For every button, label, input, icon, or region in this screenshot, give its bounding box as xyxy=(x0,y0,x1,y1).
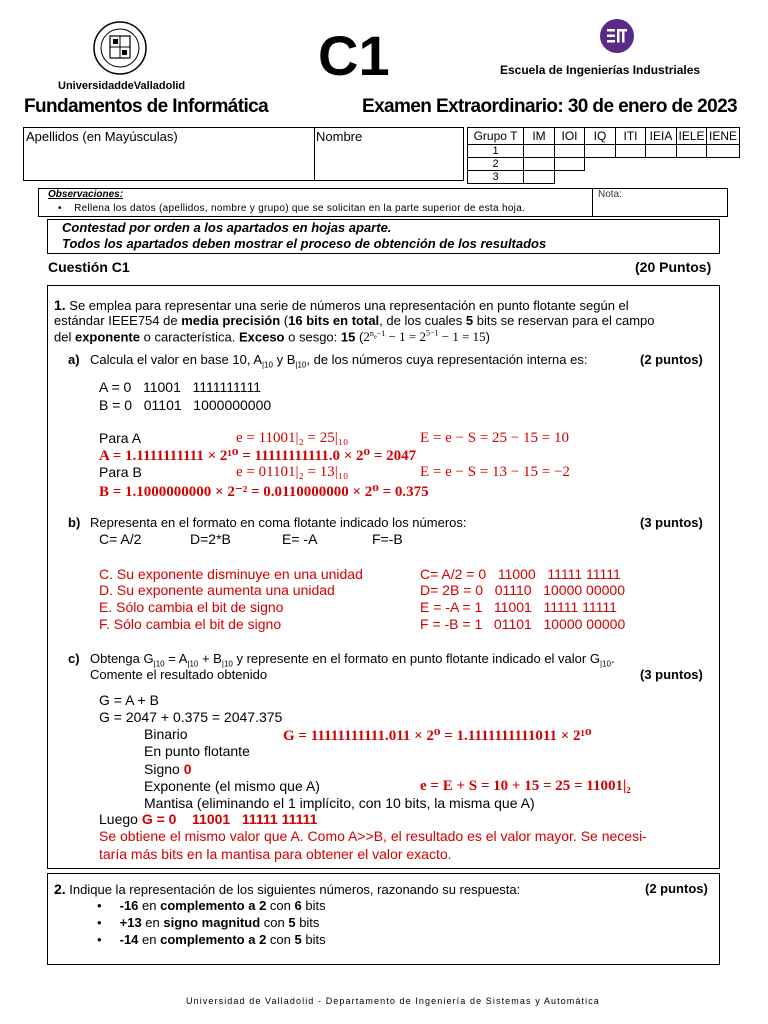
value-c: C= A/2 = 0 11000 11111 11111 xyxy=(420,566,621,582)
group-header: IQ xyxy=(585,128,616,145)
q1-intro-line-2: estándar IEEE754 de media precisión (16 bits en total, de los cuales 5 bits se reservan para el campo xyxy=(54,313,655,328)
q2-points: (2 puntos) xyxy=(645,881,708,896)
exponent-a-calc: e = 11001|₂ = 25|₁₀ xyxy=(236,430,349,446)
part-c-label: c) xyxy=(68,651,80,666)
group-checkbox[interactable] xyxy=(646,145,677,158)
course-title: Fundamentos de Informática xyxy=(24,96,269,117)
bias-b-calc: E = e − S = 13 − 15 = −2 xyxy=(420,464,570,480)
sum-line-1: G = A + B xyxy=(99,692,159,708)
q2-item-3: • -14 en complemento a 2 con 5 bits xyxy=(97,932,326,947)
part-b-text: Representa en el formato en coma flotante indicado los números: xyxy=(90,515,467,530)
value-a-calc: A = 1.1111111111 × 2¹⁰ = 11111111111.0 × 2⁰ = 2047 xyxy=(99,448,417,464)
value-f: F = -B = 1 01101 10000 00000 xyxy=(420,616,626,632)
group-checkbox[interactable] xyxy=(555,145,585,158)
group-header: IOI xyxy=(555,128,585,145)
q2-item-1: • -16 en complemento a 2 con 6 bits xyxy=(97,898,326,913)
q2-item-2: • +13 en signo magnitud con 5 bits xyxy=(97,915,320,930)
sign-label: Signo 0 xyxy=(144,761,192,777)
group-checkbox[interactable] xyxy=(524,158,555,171)
explanation-d: D. Su exponente aumenta una unidad xyxy=(99,582,335,598)
group-header: ITI xyxy=(616,128,646,145)
group-checkbox[interactable] xyxy=(677,145,707,158)
result-line: Luego G = 0 11001 11111 11111 xyxy=(99,811,318,827)
repr-b: B = 0 01101 1000000000 xyxy=(99,397,272,413)
q1-intro-line-1: 1. Se emplea para representar una serie de números una representación en punto flotante según el xyxy=(54,297,629,313)
binary-calc: G = 11111111111.011 × 2⁰ = 1.1111111111011 × 2¹⁰ xyxy=(283,728,592,744)
sum-line-2: G = 2047 + 0.375 = 2047.375 xyxy=(99,709,283,725)
exponent-b-calc: e = 01101|₂ = 13|₁₀ xyxy=(236,464,349,480)
explanation-e: E. Sólo cambia el bit de signo xyxy=(99,599,284,615)
exam-title: Examen Extraordinario: 30 de enero de 2023 xyxy=(362,96,738,117)
group-header: Grupo T xyxy=(468,128,524,145)
explanation-f: F. Sólo cambia el bit de signo xyxy=(99,616,282,632)
binary-label: Binario xyxy=(144,726,188,742)
group-row-number: 2 xyxy=(468,158,524,171)
group-header: IEIA xyxy=(646,128,677,145)
group-row-number: 3 xyxy=(468,171,524,184)
group-header: IM xyxy=(524,128,555,145)
operation-c: C= A/2 xyxy=(99,531,142,547)
university-name: UniversidaddeValladolid xyxy=(58,80,186,92)
group-row-number: 1 xyxy=(468,145,524,158)
group-checkbox[interactable] xyxy=(585,145,616,158)
name-label: Nombre xyxy=(316,129,363,144)
operation-f: F=-B xyxy=(372,531,403,547)
observations-title: Observaciones: xyxy=(48,189,124,200)
group-header: IELE xyxy=(678,129,705,143)
explanation-c: C. Su exponente disminuye en una unidad xyxy=(99,566,363,582)
group-table xyxy=(467,127,740,184)
bias-a-calc: E = e − S = 25 − 15 = 10 xyxy=(420,430,569,446)
exponent-label: Exponente (el mismo que A) xyxy=(144,778,320,794)
part-c-text-2: Comente el resultado obtenido xyxy=(90,667,268,682)
question-title: Cuestión C1 xyxy=(48,259,130,275)
part-b-label: b) xyxy=(68,515,81,530)
school-name: Escuela de Ingenierías Industriales xyxy=(500,63,701,77)
part-a-points: (2 puntos) xyxy=(640,352,703,367)
page-footer: Universidad de Valladolid - Departamento de Ingeniería de Sistemas y Automática xyxy=(186,996,600,1006)
value-b-calc: B = 1.1000000000 × 2⁻² = 0.0110000000 × 2⁰ = 0.375 xyxy=(99,484,429,500)
instruction-line-2: Todos los apartados deben mostrar el proceso de obtención de los resultados xyxy=(62,236,547,251)
repr-a: A = 0 11001 1111111111 xyxy=(99,379,262,395)
para-a-label: Para A xyxy=(99,430,142,446)
part-a-text: Calcula el valor en base 10, $A_{|10}$ y $B_{|10}$, de los números cuya representación interna es: xyxy=(90,352,588,370)
group-checkbox[interactable] xyxy=(616,145,646,158)
para-b-label: Para B xyxy=(99,464,142,480)
question-points: (20 Puntos) xyxy=(635,259,712,275)
operation-e: E= -A xyxy=(282,531,318,547)
floating-label: En punto flotante xyxy=(144,743,250,759)
operation-d: D=2*B xyxy=(190,531,231,547)
comment-line-1: Se obtiene el mismo valor que A. Como A>>B, el resultado es el valor mayor. Se necesi- xyxy=(99,828,647,844)
value-e: E = -A = 1 11001 11111 11111 xyxy=(420,599,617,615)
part-a-label: a) xyxy=(68,352,80,367)
value-d: D= 2B = 0 01110 10000 00000 xyxy=(420,582,625,598)
school-logo xyxy=(597,18,637,54)
q2-intro: 2. Indique la representación de los siguientes números, razonando su respuesta: xyxy=(54,881,521,897)
group-checkbox[interactable] xyxy=(555,158,585,171)
group-checkbox[interactable] xyxy=(707,145,740,158)
university-seal xyxy=(88,20,152,78)
surnames-label: Apellidos (en Mayúsculas) xyxy=(26,129,178,144)
group-checkbox[interactable] xyxy=(524,145,555,158)
part-c-text: Obtenga $G_{|10} = A_{|10} + B_{|10}$ y represente en el formato en punto flotante indicado el valor $G_{|10}$. xyxy=(90,651,615,669)
instruction-line-1: Contestad por orden a los apartados en hojas aparte. xyxy=(62,220,392,235)
exam-code-title: C1 xyxy=(318,24,390,87)
part-c-points: (3 puntos) xyxy=(640,667,703,682)
group-header: IENE xyxy=(707,128,740,145)
part-b-points: (3 puntos) xyxy=(640,515,703,530)
grade-label: Nota: xyxy=(598,189,622,200)
comment-line-2: taría más bits en la mantisa para obtener el valor exacto. xyxy=(99,846,452,862)
mantissa-label: Mantisa (eliminando el 1 implícito, con 10 bits, la misma que A) xyxy=(144,795,535,811)
group-checkbox[interactable] xyxy=(524,171,555,184)
q1-intro-line-3: del exponente o característica. Exceso o sesgo: 15 $(2^{n_e-1} - 1 = 2^{5-1} - 1 = 15)$ xyxy=(54,329,490,345)
observations-text: • Rellena los datos (apellidos, nombre y grupo) que se solicitan en la parte superior de esta hoja. xyxy=(58,203,526,214)
exponent-calc: e = E + S = 10 + 15 = 25 = 11001|₂ xyxy=(420,778,631,794)
